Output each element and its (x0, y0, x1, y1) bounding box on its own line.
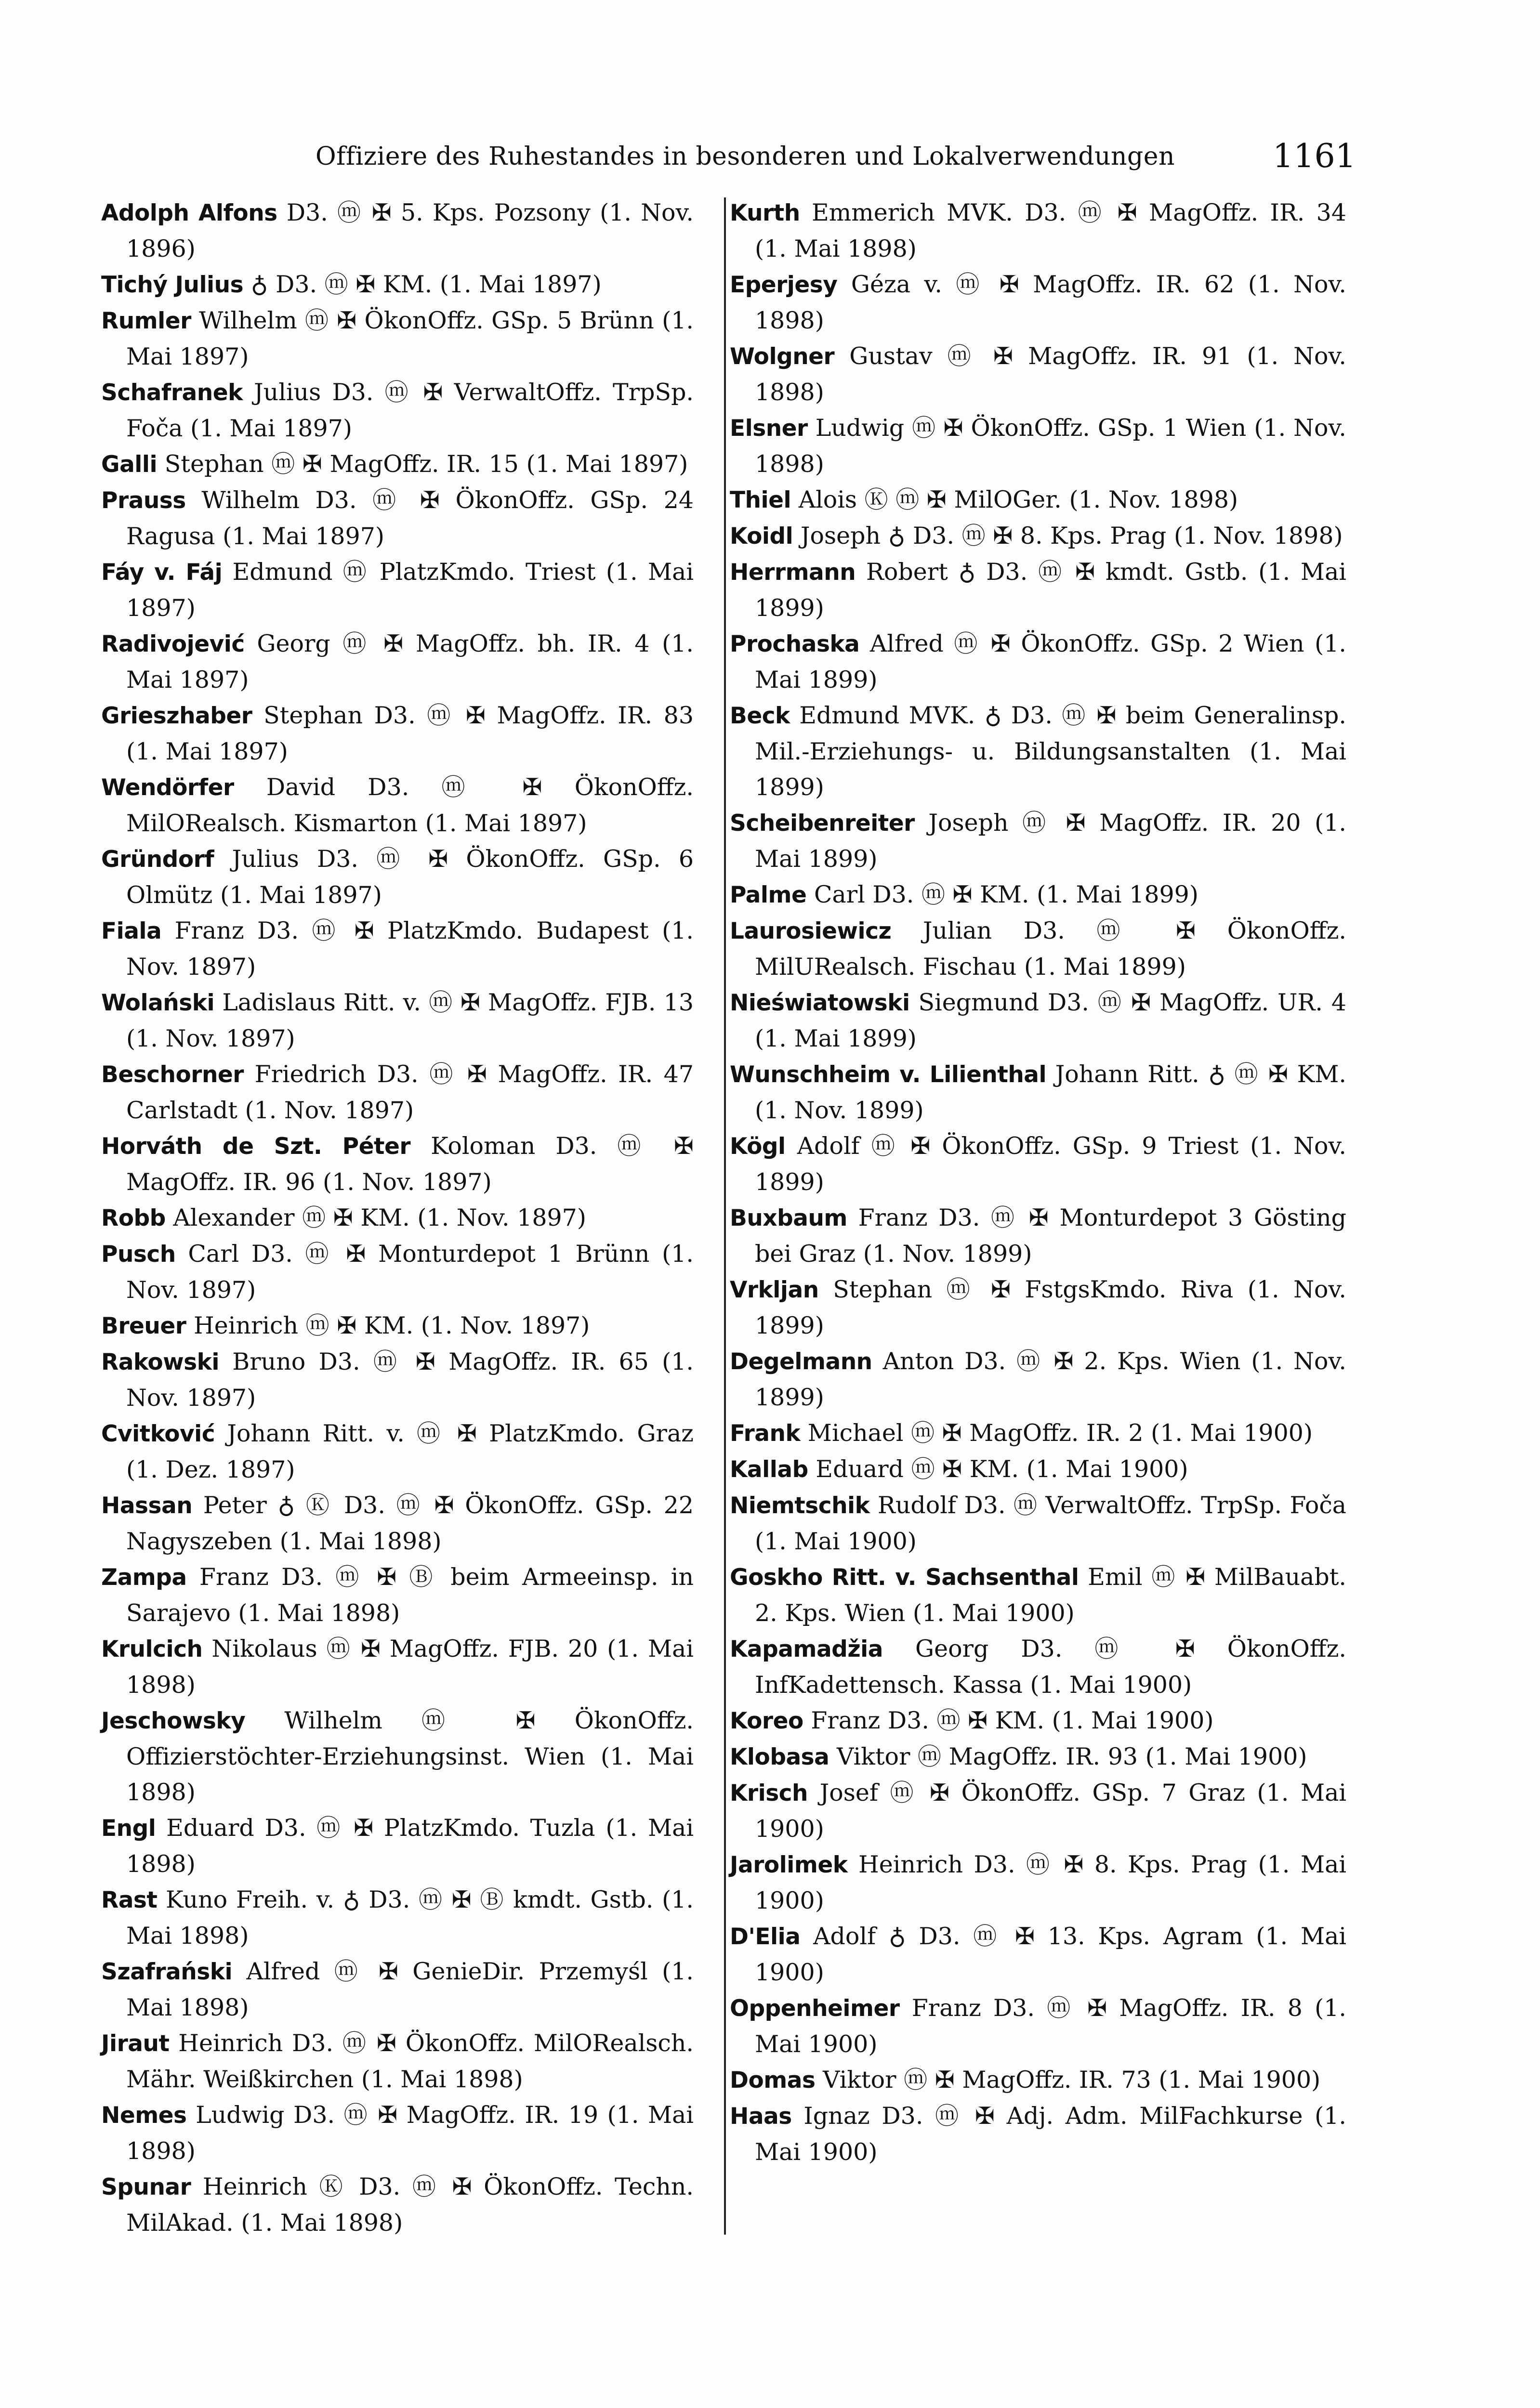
roster-entry (101, 1344, 694, 1416)
officer-surname: Beschorner (101, 1061, 244, 1088)
officer-surname: Fiala (101, 918, 162, 944)
officer-surname: Kögl (730, 1133, 786, 1160)
running-title: Offiziere des Ruhestandes in besonderen und Lokalverwendungen (316, 142, 1175, 171)
entry-details: Franz D3. ⓜ ✠ Monturdepot 3 Gösting bei Graz (1. Nov. 1899) (755, 1204, 1346, 1268)
entry-details: Adolf ♁ D3. ⓜ ✠ 13. Kps. Agram (1. Mai 1900) (755, 1923, 1347, 1986)
roster-entry (101, 698, 694, 770)
roster-entry (730, 1703, 1346, 1739)
officer-surname: Prauss (101, 487, 186, 514)
entry-details: Eduard D3. ⓜ ✠ PlatzKmdo. Tuzla (1. Mai 1898) (126, 1814, 694, 1878)
roster-entry (101, 1416, 694, 1488)
entry-details: Kuno Freih. v. ♁ D3. ⓜ ✠ Ⓑ kmdt. Gstb. (1. Mai 1898) (126, 1886, 694, 1950)
roster-entry (101, 841, 694, 913)
entry-details: Adolf ⓜ ✠ ÖkonOffz. GSp. 9 Triest (1. Nov. 1899) (755, 1132, 1346, 1196)
roster-entry (730, 1488, 1346, 1559)
officer-surname: Laurosiewicz (730, 918, 892, 944)
officer-surname: Koreo (730, 1708, 803, 1734)
entry-details: Julian D3. ⓜ ✠ ÖkonOffz. MilURealsch. Fischau (1. Mai 1899) (755, 917, 1346, 981)
entry-details: Franz D3. ⓜ ✠ KM. (1. Mai 1900) (811, 1707, 1214, 1734)
officer-surname: Eperjesy (730, 272, 838, 298)
officer-surname: Scheibenreiter (730, 810, 915, 837)
entry-details: Viktor ⓜ MagOffz. IR. 93 (1. Mai 1900) (836, 1743, 1307, 1770)
roster-entry (101, 375, 694, 446)
roster-entry (730, 805, 1346, 877)
roster-entry (101, 985, 694, 1057)
roster-entry (730, 554, 1346, 626)
officer-surname: Krisch (730, 1780, 808, 1806)
entry-details: Alfred ⓜ ✠ ÖkonOffz. GSp. 2 Wien (1. Mai 1899) (755, 630, 1347, 694)
entry-details: Emmerich MVK. D3. ⓜ ✠ MagOffz. IR. 34 (1. Mai 1898) (755, 199, 1347, 262)
roster-entry (101, 303, 694, 375)
roster-entry (730, 2098, 1346, 2170)
roster-entry (730, 267, 1346, 339)
entry-details: Stephan ⓜ ✠ FstgsKmdo. Riva (1. Nov. 1899) (755, 1276, 1346, 1339)
roster-entry (730, 698, 1346, 805)
roster-entry (101, 1236, 694, 1308)
officer-surname: Herrmann (730, 559, 856, 586)
officer-surname: Nieświatowski (730, 990, 910, 1016)
roster-entry (730, 1559, 1346, 1631)
roster-entry (101, 1128, 694, 1200)
entry-details: Edmund MVK. ♁ D3. ⓜ ✠ beim Generalinsp. Mil.-Erziehungs- u. Bildungsanstalten (1. Mai 1899) (755, 702, 1346, 801)
officer-surname: Kallab (730, 1456, 808, 1483)
officer-surname: Jiraut (101, 2030, 170, 2057)
officer-surname: Schafranek (101, 380, 243, 406)
roster-entry (101, 2169, 694, 2241)
roster-entry (730, 877, 1346, 913)
entry-details: Koloman D3. ⓜ ✠ MagOffz. IR. 96 (1. Nov. 1897) (126, 1132, 694, 1196)
officer-surname: Engl (101, 1815, 156, 1842)
roster-entry (101, 1810, 694, 1882)
entry-details: Julius D3. ⓜ ✠ ÖkonOffz. GSp. 6 Olmütz (1. Mai 1897) (126, 845, 694, 909)
officer-surname: Gründorf (101, 846, 214, 873)
roster-entry (101, 1954, 694, 2026)
officer-surname: Zampa (101, 1564, 187, 1591)
roster-entry (101, 195, 694, 267)
entry-details: Siegmund D3. ⓜ ✠ MagOffz. UR. 4 (1. Mai 1899) (755, 989, 1347, 1052)
officer-surname: Fáy v. Fáj (101, 559, 223, 586)
officer-surname: D'Elia (730, 1924, 801, 1950)
entry-details: Wilhelm ⓜ ✠ ÖkonOffz. GSp. 5 Brünn (1. Mai 1897) (126, 307, 694, 370)
entry-details: Georg ⓜ ✠ MagOffz. bh. IR. 4 (1. Mai 1897) (126, 630, 694, 694)
entry-details: Heinrich D3. ⓜ ✠ ÖkonOffz. MilORealsch. Mähr. Weißkirchen (1. Mai 1898) (126, 2029, 694, 2093)
officer-surname: Cvitković (101, 1421, 215, 1447)
entry-details: Eduard ⓜ ✠ KM. (1. Mai 1900) (816, 1455, 1188, 1483)
officer-surname: Koidl (730, 523, 793, 550)
entry-details: Viktor ⓜ ✠ MagOffz. IR. 73 (1. Mai 1900) (823, 2066, 1321, 2094)
officer-surname: Horváth de Szt. Péter (101, 1133, 410, 1160)
roster-entry (101, 626, 694, 698)
roster-entry (101, 770, 694, 841)
entry-details: David D3. ⓜ ✠ ÖkonOffz. MilORealsch. Kismarton (1. Mai 1897) (126, 773, 694, 837)
entry-details: Johann Ritt. v. ⓜ ✠ PlatzKmdo. Graz (1. Dez. 1897) (126, 1420, 694, 1483)
entry-details: Franz D3. ⓜ ✠ PlatzKmdo. Budapest (1. Nov. 1897) (126, 917, 694, 981)
entry-details: Heinrich ⓜ ✠ KM. (1. Nov. 1897) (193, 1312, 590, 1339)
officer-surname: Hassan (101, 1492, 193, 1519)
entry-details: Bruno D3. ⓜ ✠ MagOffz. IR. 65 (1. Nov. 1897) (126, 1348, 694, 1412)
roster-entry (730, 195, 1346, 267)
roster-entry (730, 913, 1346, 985)
roster-entry (101, 483, 694, 554)
entry-details: Peter ♁ Ⓚ D3. ⓜ ✠ ÖkonOffz. GSp. 22 Nagyszeben (1. Mai 1898) (126, 1492, 694, 1555)
officer-surname: Robb (101, 1205, 166, 1231)
entry-details: Rudolf D3. ⓜ VerwaltOffz. TrpSp. Foča (1. Mai 1900) (755, 1492, 1347, 1555)
entry-details: Alfred ⓜ ✠ GenieDir. Przemyśl (1. Mai 1898) (126, 1958, 694, 2021)
officer-surname: Oppenheimer (730, 1995, 900, 2022)
roster-entry (730, 1057, 1346, 1128)
entry-details: Stephan ⓜ ✠ MagOffz. IR. 15 (1. Mai 1897) (164, 450, 688, 478)
entry-details: Josef ⓜ ✠ ÖkonOffz. GSp. 7 Graz (1. Mai 1900) (755, 1779, 1346, 1843)
column-divider (724, 197, 726, 2235)
officer-surname: Niemtschik (730, 1492, 870, 1519)
entry-details: Nikolaus ⓜ ✠ MagOffz. FJB. 20 (1. Mai 1898) (126, 1635, 694, 1699)
roster-entry (730, 1990, 1346, 2062)
roster-entry (730, 410, 1346, 482)
roster-entry (101, 267, 694, 303)
officer-surname: Prochaska (730, 631, 860, 657)
entry-details: Georg D3. ⓜ ✠ ÖkonOffz. InfKadettensch. Kassa (1. Mai 1900) (755, 1635, 1347, 1699)
officer-surname: Tichý Julius (101, 272, 244, 298)
roster-entry (730, 518, 1346, 554)
officer-surname: Kurth (730, 200, 800, 226)
page-header (316, 137, 1356, 181)
entry-details: Stephan D3. ⓜ ✠ MagOffz. IR. 83 (1. Mai 1897) (126, 702, 694, 765)
entry-details: Wilhelm ⓜ ✠ ÖkonOffz. Offizierstöchter-Erziehungsinst. Wien (1. Mai 1898) (126, 1707, 694, 1806)
officer-surname: Rakowski (101, 1349, 219, 1375)
entry-details: Gustav ⓜ ✠ MagOffz. IR. 91 (1. Nov. 1898) (755, 342, 1346, 406)
officer-surname: Jeschowsky (101, 1708, 246, 1734)
roster-entry (101, 1200, 694, 1236)
roster-entry (730, 339, 1346, 410)
entry-details: Franz D3. ⓜ ✠ MagOffz. IR. 8 (1. Mai 1900) (755, 1994, 1346, 2058)
roster-entry (101, 1488, 694, 1559)
officer-surname: Domas (730, 2067, 816, 2094)
entry-details: Heinrich D3. ⓜ ✠ 8. Kps. Prag (1. Mai 1900) (755, 1851, 1346, 1914)
roster-entry (101, 913, 694, 985)
roster-entry (730, 985, 1346, 1057)
page-number: 1161 (1272, 137, 1356, 175)
roster-entry (101, 1559, 694, 1631)
roster-entry (101, 554, 694, 626)
officer-surname: Jarolimek (730, 1852, 848, 1878)
officer-surname: Vrkljan (730, 1277, 819, 1303)
entry-details: Ludwig D3. ⓜ ✠ MagOffz. IR. 19 (1. Mai 1898) (126, 2101, 694, 2165)
entry-details: Ludwig ⓜ ✠ ÖkonOffz. GSp. 1 Wien (1. Nov. 1898) (755, 414, 1346, 478)
entry-details: Julius D3. ⓜ ✠ VerwaltOffz. TrpSp. Foča (1. Mai 1897) (126, 379, 694, 442)
roster-entry (101, 1057, 694, 1128)
entry-details: Alois Ⓚ ⓜ ✠ MilOGer. (1. Nov. 1898) (798, 486, 1238, 513)
officer-surname: Spunar (101, 2174, 191, 2200)
officer-surname: Goskho Ritt. v. Sachsenthal (730, 1564, 1079, 1591)
entry-details: Carl D3. ⓜ ✠ Monturdepot 1 Brünn (1. Nov. 1897) (126, 1240, 694, 1304)
entry-details: Joseph ⓜ ✠ MagOffz. IR. 20 (1. Mai 1899) (755, 809, 1346, 873)
roster-entry (730, 1847, 1346, 1919)
officer-surname: Wolański (101, 990, 215, 1016)
officer-surname: Krulcich (101, 1636, 203, 1662)
officer-surname: Rumler (101, 308, 191, 334)
entry-details: Michael ⓜ ✠ MagOffz. IR. 2 (1. Mai 1900) (807, 1419, 1313, 1447)
roster-entry (730, 482, 1346, 518)
officer-surname: Nemes (101, 2102, 187, 2129)
officer-surname: Palme (730, 882, 807, 908)
officer-surname: Wolgner (730, 343, 835, 370)
roster-entry (101, 1703, 694, 1810)
officer-surname: Buxbaum (730, 1205, 847, 1231)
officer-surname: Kapamadžia (730, 1636, 883, 1662)
entry-details: Robert ♁ D3. ⓜ ✠ kmdt. Gstb. (1. Mai 1899) (755, 558, 1346, 622)
officer-surname: Degelmann (730, 1348, 872, 1375)
roster-entry (101, 2097, 694, 2169)
entry-details: Johann Ritt. ♁ ⓜ ✠ KM. (1. Nov. 1899) (755, 1060, 1346, 1124)
officer-surname: Grieszhaber (101, 703, 252, 729)
officer-surname: Thiel (730, 487, 791, 513)
right-column (730, 195, 1346, 2170)
officer-surname: Elsner (730, 415, 808, 442)
entry-details: Edmund ⓜ PlatzKmdo. Triest (1. Mai 1897) (126, 558, 694, 622)
roster-entry (730, 1344, 1346, 1415)
roster-entry (730, 1200, 1346, 1272)
officer-surname: Klobasa (730, 1744, 829, 1770)
officer-surname: Wunschheim v. Lilienthal (730, 1061, 1047, 1088)
entry-details: Carl D3. ⓜ ✠ KM. (1. Mai 1899) (814, 881, 1198, 908)
roster-entry (101, 1882, 694, 1954)
entry-details: Heinrich Ⓚ D3. ⓜ ✠ ÖkonOffz. Techn. MilAkad. (1. Mai 1898) (126, 2173, 694, 2237)
officer-surname: Breuer (101, 1313, 186, 1339)
roster-entry (101, 2026, 694, 2097)
entry-details: Alexander ⓜ ✠ KM. (1. Nov. 1897) (173, 1204, 586, 1231)
officer-surname: Haas (730, 2103, 792, 2130)
roster-entry (730, 1272, 1346, 1344)
officer-surname: Frank (730, 1420, 801, 1447)
entry-details: D3. ⓜ ✠ 5. Kps. Pozsony (1. Nov. 1896) (126, 199, 694, 262)
entry-details: ♁ D3. ⓜ ✠ KM. (1. Mai 1897) (250, 271, 602, 298)
roster-entry (730, 1452, 1346, 1488)
roster-entry (730, 1775, 1346, 1847)
roster-entry (101, 1631, 694, 1703)
roster-entry (730, 1128, 1346, 1200)
officer-surname: Rast (101, 1887, 158, 1913)
officer-surname: Radivojević (101, 631, 245, 657)
entry-details: Friedrich D3. ⓜ ✠ MagOffz. IR. 47 Carlstadt (1. Nov. 1897) (126, 1060, 694, 1124)
officer-surname: Adolph Alfons (101, 200, 277, 226)
officer-surname: Szafrański (101, 1959, 233, 1985)
entry-details: Ignaz D3. ⓜ ✠ Adj. Adm. MilFachkurse (1. Mai 1900) (755, 2102, 1346, 2166)
officer-surname: Pusch (101, 1241, 176, 1268)
roster-entry (101, 1308, 694, 1344)
entry-details: Anton D3. ⓜ ✠ 2. Kps. Wien (1. Nov. 1899) (755, 1348, 1346, 1411)
roster-entry (730, 1919, 1346, 1990)
roster-entry (730, 1739, 1346, 1775)
officer-surname: Wendörfer (101, 774, 234, 801)
entry-details: Wilhelm D3. ⓜ ✠ ÖkonOffz. GSp. 24 Ragusa (1. Mai 1897) (126, 486, 694, 550)
entry-details: Géza v. ⓜ ✠ MagOffz. IR. 62 (1. Nov. 1898) (755, 271, 1346, 334)
entry-details: Ladislaus Ritt. v. ⓜ ✠ MagOffz. FJB. 13 (1. Nov. 1897) (126, 989, 694, 1052)
roster-entry (730, 1415, 1346, 1452)
roster-entry (730, 1631, 1346, 1703)
entry-details: Joseph ♁ D3. ⓜ ✠ 8. Kps. Prag (1. Nov. 1898) (800, 522, 1343, 550)
roster-entry (101, 446, 694, 483)
roster-entry (730, 2062, 1346, 2098)
left-column (101, 195, 694, 2241)
entry-details: Franz D3. ⓜ ✠ Ⓑ beim Armeeinsp. in Sarajevo (1. Mai 1898) (126, 1563, 694, 1627)
officer-surname: Galli (101, 451, 158, 478)
roster-entry (730, 626, 1346, 698)
entry-details: Emil ⓜ ✠ MilBauabt. 2. Kps. Wien (1. Mai 1900) (755, 1563, 1346, 1627)
officer-surname: Beck (730, 703, 790, 729)
